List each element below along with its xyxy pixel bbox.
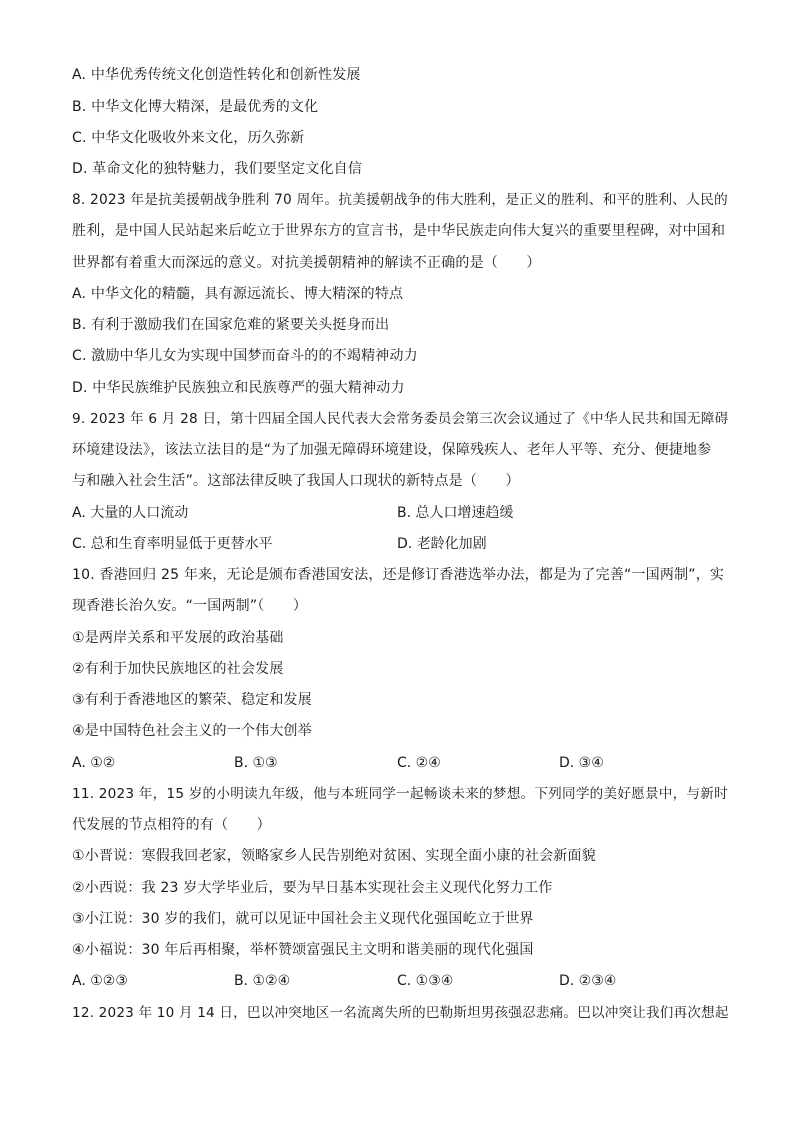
q10-stem-line-2: 现香港长治久安。“一国两制”（ ） xyxy=(72,598,308,614)
q8-stem-line-1: 8. 2023 年是抗美援朝战争胜利 70 周年。抗美援朝战争的伟大胜利，是正义的胜利、和平的胜利、人民的 xyxy=(72,192,728,208)
q11-stem-line-2: 代发展的节点相符的有（ ） xyxy=(72,817,271,833)
q9-stem-line-2: 环境建设法》，该法立法目的是“为了加强无障碍环境建设，保障残疾人、老年人平等、充分、便捷地参 xyxy=(72,442,712,458)
q10-statement-1: ①是两岸关系和平发展的政治基础 xyxy=(72,630,284,646)
q8-stem-line-2: 胜利，是中国人民站起来后屹立于世界东方的宣言书，是中华民族走向伟大复兴的重要里程碑，对中国和 xyxy=(72,223,726,239)
q10-statement-4: ④是中国特色社会主义的一个伟大创举 xyxy=(72,723,312,739)
q7-option-b: B. 中华文化博大精深，是最优秀的文化 xyxy=(72,99,319,115)
q10-stem-line-1: 10. 香港回归 25 年来，无论是颁布香港国安法，还是修订香港选举办法，都是为了完善“一国两制”，实 xyxy=(72,567,725,583)
q12-stem-line-1: 12. 2023 年 10 月 14 日，巴以冲突地区一名流离失所的巴勒斯坦男孩强忍悲痛。巴以冲突让我们再次想起 xyxy=(72,1005,729,1021)
q10-option-b: B. ①③ xyxy=(234,755,278,771)
q9-option-c: C. 总和生育率明显低于更替水平 xyxy=(72,536,273,552)
q9-stem-line-1: 9. 2023 年 6 月 28 日，第十四届全国人民代表大会常务委员会第三次会议通过了《中华人民共和国无障碍 xyxy=(72,411,729,427)
q10-statement-2: ②有利于加快民族地区的社会发展 xyxy=(72,661,284,677)
q7-option-a: A. 中华优秀传统文化创造性转化和创新性发展 xyxy=(72,67,361,83)
q11-option-c: C. ①③④ xyxy=(397,973,454,989)
q11-statement-1: ①小晋说：寒假我回老家，领略家乡人民告别绝对贫困、实现全面小康的社会新面貌 xyxy=(72,848,596,864)
q11-option-a: A. ①②③ xyxy=(72,973,128,989)
q7-option-c: C. 中华文化吸收外来文化，历久弥新 xyxy=(72,130,305,146)
q10-statement-3: ③有利于香港地区的繁荣、稳定和发展 xyxy=(72,692,312,708)
q8-option-a: A. 中华文化的精髓，具有源远流长、博大精深的特点 xyxy=(72,286,404,302)
q11-option-b: B. ①②④ xyxy=(234,973,291,989)
q9-option-b: B. 总人口增速趋缓 xyxy=(397,505,514,521)
q8-stem-line-3: 世界都有着重大而深远的意义。对抗美援朝精神的解读不正确的是（ ） xyxy=(72,255,541,271)
q8-option-c: C. 激励中华儿女为实现中国梦而奋斗的的不竭精神动力 xyxy=(72,348,418,364)
q8-option-d: D. 中华民族维护民族独立和民族尊严的强大精神动力 xyxy=(72,380,405,396)
q9-option-d: D. 老龄化加剧 xyxy=(397,536,487,552)
q11-statement-2: ②小西说：我 23 岁大学毕业后，要为早日基本实现社会主义现代化努力工作 xyxy=(72,880,553,896)
q9-option-a: A. 大量的人口流动 xyxy=(72,505,189,521)
q8-option-b: B. 有利于激励我们在国家危难的紧要关头挺身而出 xyxy=(72,317,390,333)
q9-stem-line-3: 与和融入社会生活”。这部法律反映了我国人口现状的新特点是（ ） xyxy=(72,473,520,489)
q11-statement-4: ④小福说：30 年后再相聚，举杯赞颂富强民主文明和谐美丽的现代化强国 xyxy=(72,942,534,958)
q11-option-d: D. ②③④ xyxy=(559,973,617,989)
q11-statement-3: ③小江说：30 岁的我们，就可以见证中国社会主义现代化强国屹立于世界 xyxy=(72,911,534,927)
q10-option-d: D. ③④ xyxy=(559,755,604,771)
q10-option-c: C. ②④ xyxy=(397,755,441,771)
q7-option-d: D. 革命文化的独特魅力，我们要坚定文化自信 xyxy=(72,161,363,177)
q10-option-a: A. ①② xyxy=(72,755,116,771)
q11-stem-line-1: 11. 2023 年，15 岁的小明读九年级，他与本班同学一起畅谈未来的梦想。下列同学的美好愿景中，与新时 xyxy=(72,786,728,802)
